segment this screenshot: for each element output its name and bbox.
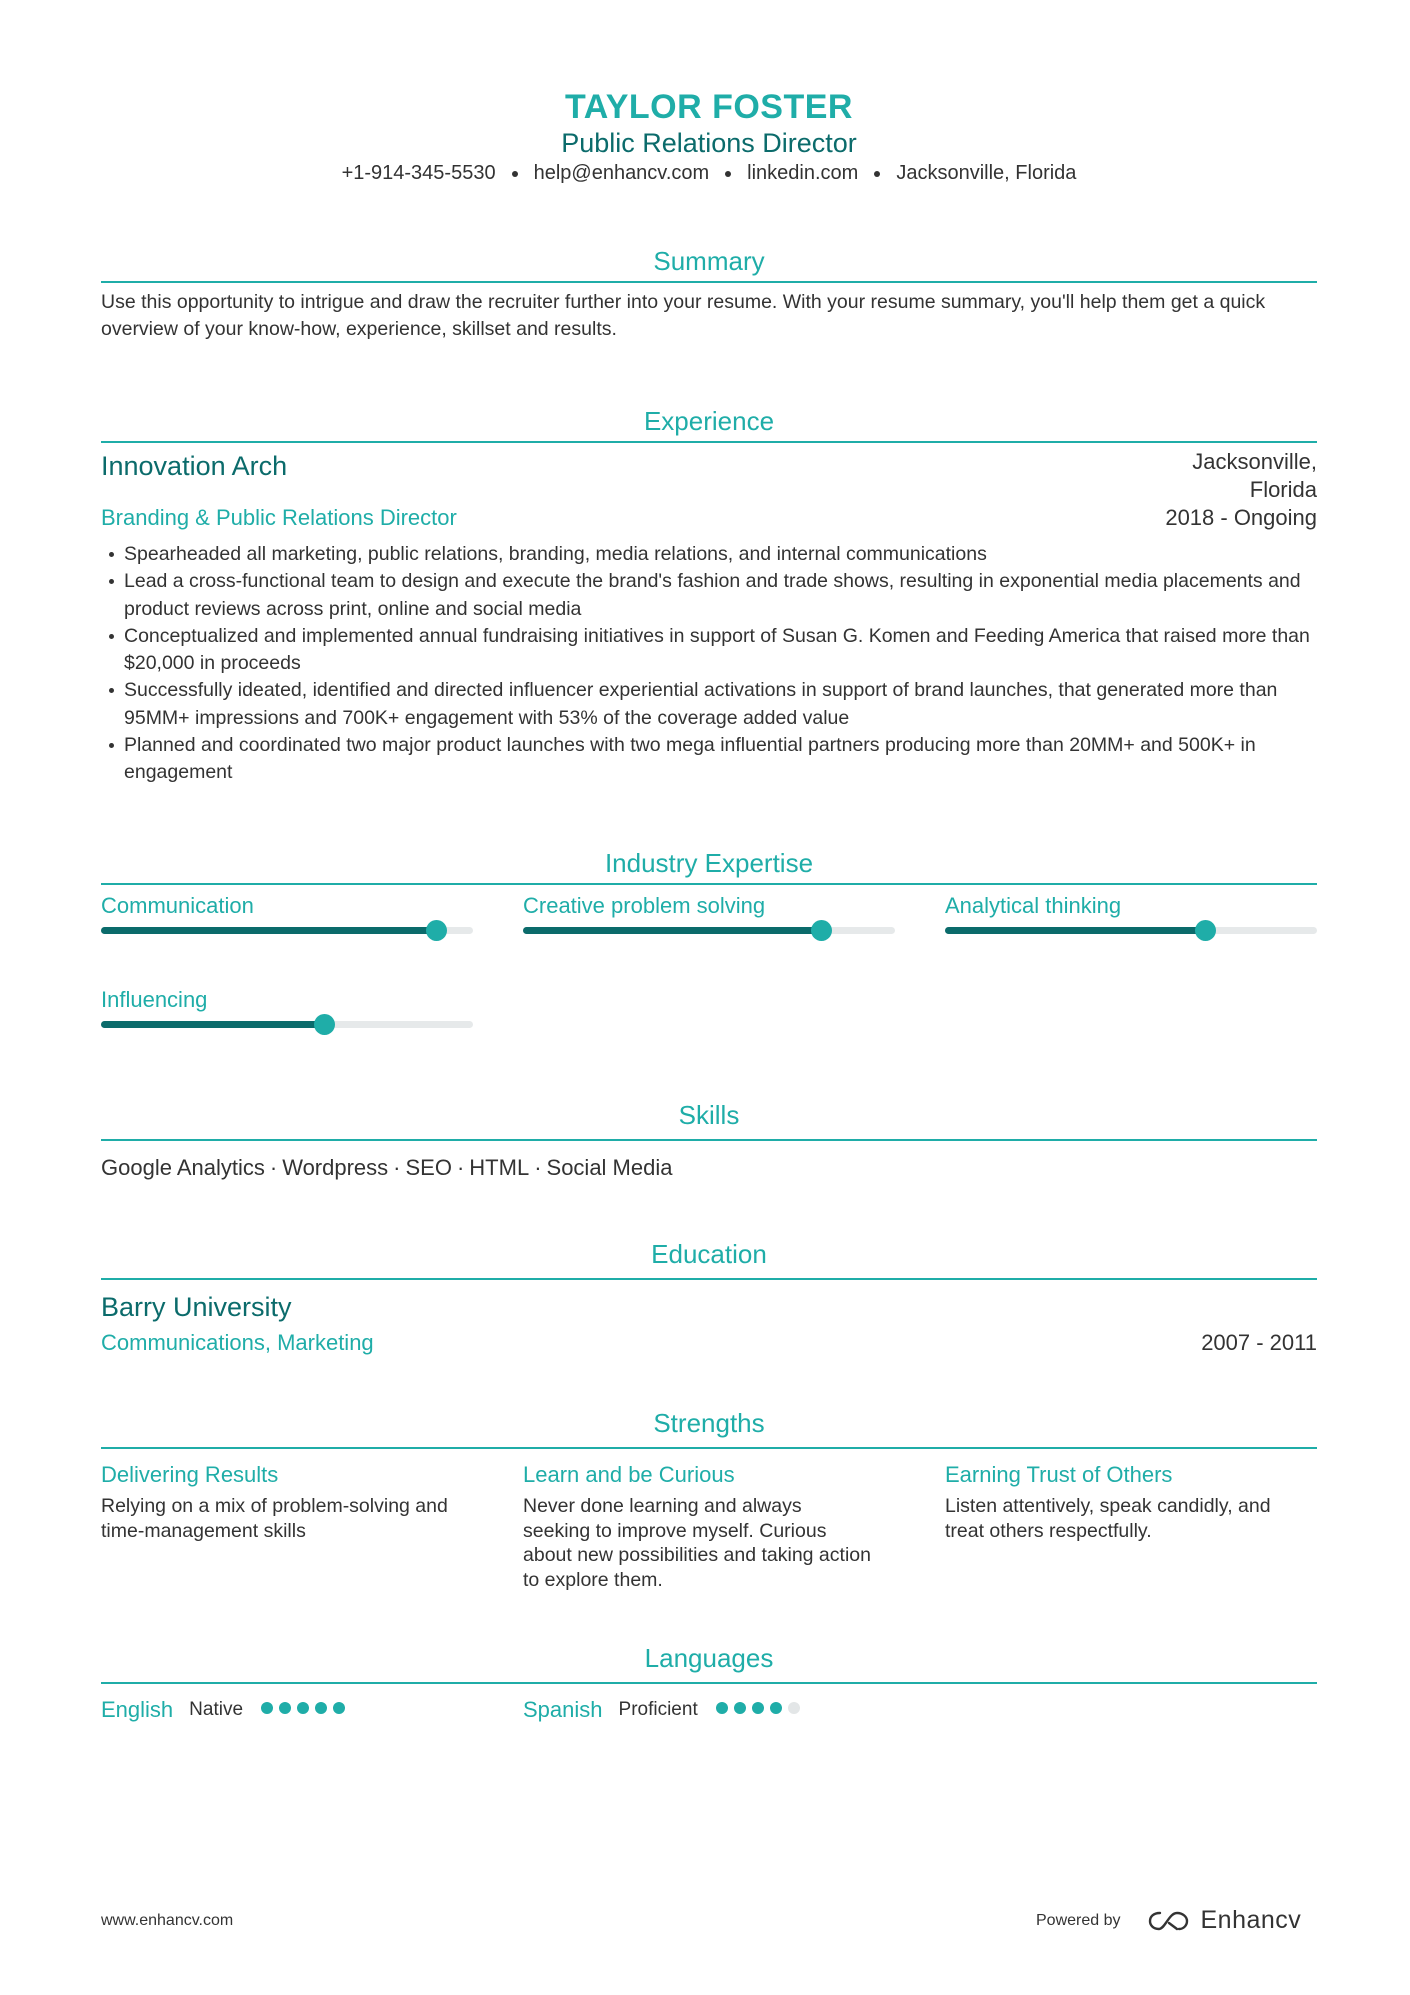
job-location — [1117, 448, 1317, 504]
list-item: Spearheaded all marketing, public relations, branding, media relations, and internal communications — [101, 541, 1317, 568]
expertise-label: Analytical thinking — [945, 893, 1122, 918]
strength-item — [101, 1462, 451, 1543]
skill-item: HTML — [469, 1155, 530, 1180]
job-bullets — [101, 541, 1317, 787]
expertise-item — [945, 893, 1317, 919]
skill-item: SEO — [405, 1155, 452, 1180]
language-rating — [716, 1701, 806, 1719]
strengths-heading: Strengths — [653, 1408, 765, 1438]
section-divider — [101, 1139, 1317, 1141]
contact-line — [101, 162, 1317, 185]
skills-list — [101, 1155, 672, 1181]
candidate-role: Public Relations Director — [561, 128, 857, 158]
expertise-item — [101, 893, 473, 919]
skill-item: Wordpress — [282, 1155, 389, 1180]
expertise-fill — [101, 1021, 324, 1028]
section-divider — [101, 1682, 1317, 1684]
strength-title: Learn and be Curious — [523, 1462, 735, 1487]
skill-item: Social Media — [546, 1155, 673, 1180]
enhancv-logo-icon — [1147, 1909, 1193, 1933]
rating-dot-filled — [279, 1702, 291, 1714]
rating-dot-filled — [752, 1702, 764, 1714]
strength-description: Relying on a mix of problem-solving and time-management skills — [101, 1495, 448, 1542]
job-title: Branding & Public Relations Director — [101, 505, 457, 530]
skill-separator: · — [269, 1155, 278, 1180]
skill-separator: · — [534, 1155, 542, 1180]
section-divider — [101, 281, 1317, 283]
expertise-fill — [523, 927, 821, 934]
brand-name: Enhancv — [1200, 1906, 1302, 1934]
powered-by-label: Powered by — [1036, 1911, 1121, 1929]
summary-text: Use this opportunity to intrigue and draw the recruiter further into your resume. With your resume summary, you'll help them get a quick overview of your know-how, experience, skillset and results. — [101, 291, 1266, 340]
location: Jacksonville, Florida — [896, 162, 1077, 184]
strength-item — [523, 1462, 873, 1592]
expertise-label: Creative problem solving — [523, 893, 766, 918]
expertise-track — [101, 1021, 473, 1028]
education-heading: Education — [651, 1239, 767, 1269]
experience-heading: Experience — [643, 406, 775, 436]
expertise-track — [523, 927, 895, 934]
job-location-line2: Florida — [1249, 477, 1317, 502]
section-divider — [101, 1278, 1317, 1280]
expertise-knob — [426, 920, 447, 941]
rating-dot-filled — [770, 1702, 782, 1714]
list-item: Conceptualized and implemented annual fundraising initiatives in support of Susan G. Komen and Feeding America that raised more than $20,000 in proceeds — [101, 623, 1317, 678]
languages-heading: Languages — [644, 1643, 774, 1673]
rating-dot-empty — [788, 1702, 800, 1714]
expertise-heading: Industry Expertise — [604, 848, 814, 878]
strength-item — [945, 1462, 1295, 1543]
list-item: Planned and coordinated two major product launches with two mega influential partners producing more than 20MM+ and 500K+ in engagement — [101, 732, 1317, 787]
strength-title: Delivering Results — [101, 1462, 279, 1487]
expertise-fill — [101, 927, 436, 934]
footer-branding — [1036, 1906, 1301, 1935]
skill-separator: · — [456, 1155, 465, 1180]
language-name: Spanish — [523, 1697, 603, 1722]
expertise-track — [945, 927, 1317, 934]
expertise-fill — [945, 927, 1205, 934]
skill-separator: · — [393, 1155, 401, 1180]
language-level: Proficient — [618, 1699, 698, 1720]
language-item — [523, 1697, 806, 1723]
job-dates: 2018 - Ongoing — [1165, 505, 1317, 530]
separator-dot — [725, 171, 731, 177]
strength-title: Earning Trust of Others — [945, 1462, 1173, 1487]
section-divider — [101, 1447, 1317, 1449]
school-name: Barry University — [101, 1292, 292, 1322]
list-item: Successfully ideated, identified and directed influencer experiential activations in support of brand launches, that generated more than 95MM+ impressions and 700K+ engagement with 53% of the coverage added value — [101, 677, 1317, 732]
education-dates: 2007 - 2011 — [1201, 1330, 1317, 1355]
candidate-name: TAYLOR FOSTER — [565, 88, 853, 126]
rating-dot-filled — [333, 1702, 345, 1714]
expertise-label: Influencing — [101, 987, 208, 1012]
separator-dot — [874, 171, 880, 177]
expertise-track — [101, 927, 473, 934]
strength-description: Listen attentively, speak candidly, and treat others respectfully. — [945, 1495, 1271, 1542]
strength-description: Never done learning and always seeking to improve myself. Curious about new possibilities and taking action to explore them. — [523, 1495, 871, 1591]
expertise-item — [101, 987, 473, 1013]
degree: Communications, Marketing — [101, 1330, 374, 1355]
rating-dot-filled — [734, 1702, 746, 1714]
separator-dot — [512, 171, 518, 177]
job-location-line1: Jacksonville, — [1192, 449, 1317, 474]
expertise-knob — [1195, 920, 1216, 941]
list-item: Lead a cross-functional team to design and execute the brand's fashion and trade shows, resulting in exponential media placements and product reviews across print, online and social media — [101, 568, 1317, 623]
expertise-item — [523, 893, 895, 919]
expertise-label: Communication — [101, 893, 254, 918]
rating-dot-filled — [716, 1702, 728, 1714]
language-level: Native — [189, 1699, 244, 1720]
expertise-knob — [811, 920, 832, 941]
phone: +1-914-345-5530 — [341, 162, 496, 184]
company-name: Innovation Arch — [101, 451, 288, 481]
rating-dot-filled — [315, 1702, 327, 1714]
rating-dot-filled — [297, 1702, 309, 1714]
expertise-knob — [314, 1014, 335, 1035]
summary-heading: Summary — [653, 246, 765, 276]
linkedin-link[interactable]: linkedin.com — [747, 162, 859, 184]
skill-item: Google Analytics — [101, 1155, 265, 1180]
rating-dot-filled — [261, 1702, 273, 1714]
footer-website-link[interactable]: www.enhancv.com — [101, 1912, 234, 1929]
language-name: English — [101, 1697, 174, 1722]
section-divider — [101, 883, 1317, 885]
section-divider — [101, 441, 1317, 443]
language-item — [101, 1697, 351, 1723]
language-rating — [261, 1701, 351, 1719]
email-link[interactable]: help@enhancv.com — [533, 162, 710, 184]
skills-heading: Skills — [678, 1100, 740, 1130]
